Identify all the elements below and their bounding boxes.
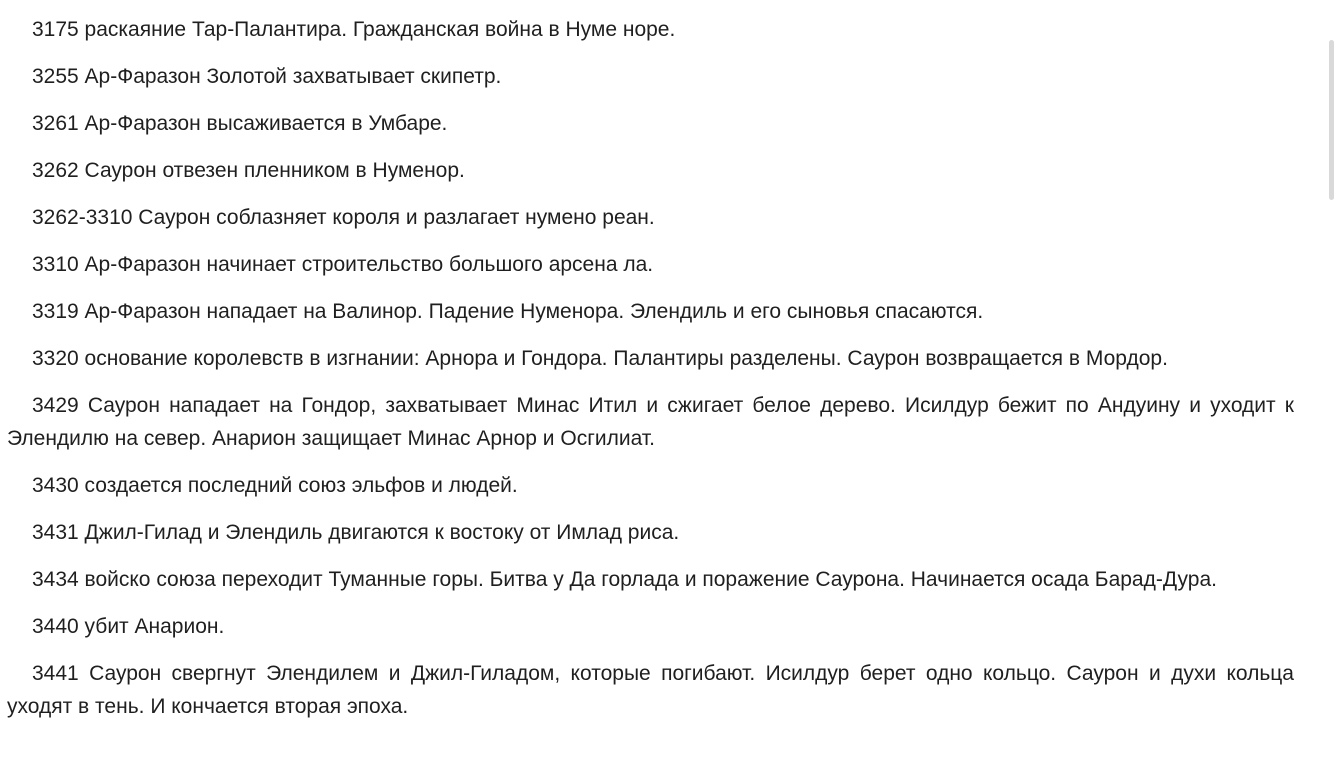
paragraph-3262: 3262 Саурон отвезен пленником в Нуменор. [32,159,465,182]
paragraph-3262-3310: 3262-3310 Саурон соблазняет короля и разлагает нумено реан. [32,206,655,229]
paragraph-3429: 3429 Саурон нападает на Гондор, захватывает Минас Итил и сжигает белое дерево. Исилдур бежит по Андуину и уходит к Элендилю на север. Анарион защищает Минас Арнор и Осгилиат. [7,394,1294,450]
paragraph-3319: 3319 Ар-Фаразон нападает на Валинор. Падение Нуменора. Элендиль и его сыновья спасаются. [32,300,984,323]
paragraph-3441: 3441 Саурон свергнут Элендилем и Джил-Гиладом, которые погибают. Исилдур берет одно кольцо. Саурон и духи кольца уходят в тень. И кончается вторая эпоха. [7,662,1294,718]
paragraph-3310: 3310 Ар-Фаразон начинает строительство большого арсена ла. [32,253,654,276]
paragraph-3434: 3434 войско союза переходит Туманные горы. Битва у Да горлада и поражение Саурона. Начинается осада Барад-Дура. [32,568,1218,591]
paragraph-3255: 3255 Ар-Фаразон Золотой захватывает скипетр. [32,65,502,88]
paragraph-3175: 3175 раскаяние Тар-Палантира. Гражданская война в Нуме норе. [32,18,676,41]
paragraph-3430: 3430 создается последний союз эльфов и людей. [32,474,518,497]
paragraph-3261: 3261 Ар-Фаразон высаживается в Умбаре. [32,112,448,135]
paragraph-3440: 3440 убит Анарион. [32,615,225,638]
document-body [7,13,1294,737]
paragraph-3320: 3320 основание королевств в изгнании: Арнора и Гондора. Палантиры разделены. Саурон возвращается в Мордор. [32,347,1168,370]
paragraph-3431: 3431 Джил-Гилад и Элендиль двигаются к востоку от Имлад риса. [32,521,680,544]
vertical-scrollbar[interactable] [1327,0,1335,777]
scrollbar-thumb[interactable] [1329,40,1334,200]
